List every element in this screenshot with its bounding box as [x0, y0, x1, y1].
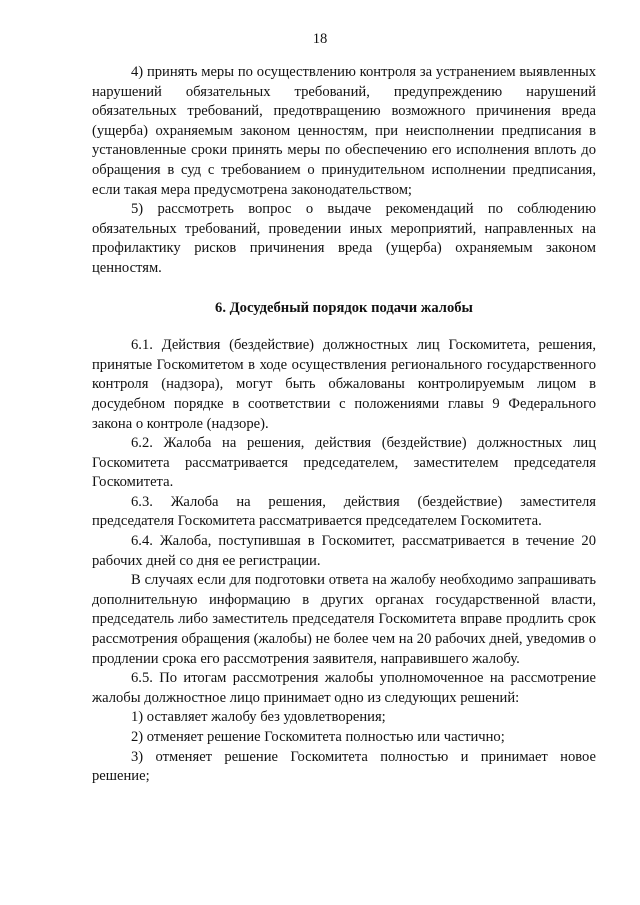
paragraph-item-4: 4) принять меры по осуществлению контроля за устранением выявленных нарушений обязательных требований, предупреждению нарушений обязательных требований, предотвращению возможного причинения вреда (ущерба) охраняемым законом ценностям, при неисполнении предписания в установленные сроки принять меры по обеспечению его исполнения вплоть до обращения в суд с требованием о принудительном исполнении предписания, если такая мера предусмотрена законодательством; [92, 64, 596, 198]
paragraph-6-2: 6.2. Жалоба на решения, действия (бездействие) должностных лиц Госкомитета рассматривается председателем, заместителем председателя Госкомитета. [92, 435, 596, 491]
decision-item-3: 3) отменяет решение Госкомитета полностью и принимает новое решение; [92, 748, 596, 785]
paragraph-6-4-extension: В случаях если для подготовки ответа на жалобу необходимо запрашивать дополнительную информацию в других органах государственной власти, председатель либо заместитель председателя Госкомитета вправе продлить срок рассмотрения обращения (жалобы) не более чем на 20 рабочих дней, уведомив о продлении срока его рассмотрения заявителя, направившего жалобу. [92, 572, 596, 667]
paragraph-6-1: 6.1. Действия (бездействие) должностных лиц Госкомитета, решения, принятые Госкомитетом в ходе осуществления регионального государственного контроля (надзора), могут быть обжалованы контролируемым лицом в досудебном порядке в соответствии с положениями главы 9 Федерального закона о контроле (надзоре). [92, 337, 596, 432]
section-heading: 6. Досудебный порядок подачи жалобы [215, 299, 473, 316]
page-number: 18 [312, 31, 328, 47]
paragraph-6-5: 6.5. По итогам рассмотрения жалобы уполномоченное на рассмотрение жалобы должностное лицо принимает одно из следующих решений: [92, 670, 596, 706]
decision-item-1: 1) оставляет жалобу без удовлетворения; [131, 709, 386, 726]
paragraph-6-4: 6.4. Жалоба, поступившая в Госкомитет, рассматривается в течение 20 рабочих дней со дня ее регистрации. [92, 533, 596, 569]
document-body [92, 63, 596, 787]
paragraph-item-5: 5) рассмотреть вопрос о выдаче рекомендаций по соблюдению обязательных требований, проведении иных мероприятий, направленных на профилактику рисков причинения вреда (ущерба) охраняемым законом ценностям. [92, 201, 596, 276]
paragraph-6-3: 6.3. Жалоба на решения, действия (бездействие) заместителя председателя Госкомитета рассматривается председателем Госкомитета. [92, 493, 596, 530]
decision-item-2: 2) отменяет решение Госкомитета полностью или частично; [131, 729, 505, 745]
